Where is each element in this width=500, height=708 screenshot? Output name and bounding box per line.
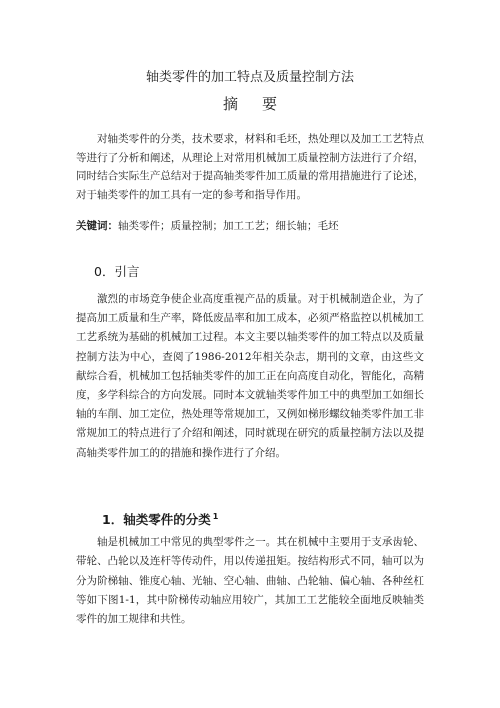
document-title: 轴类零件的加工特点及质量控制方法 (145, 70, 354, 85)
intro-heading: 0．引言 (94, 264, 140, 279)
section1-heading (102, 508, 218, 529)
keywords-text: 轴类零件；质量控制；加工工艺；细长轴；毛坯 (118, 220, 339, 232)
abstract-heading: 摘要 (222, 95, 301, 113)
keywords-line (76, 218, 424, 234)
abstract-paragraph: 对轴类零件的分类，技术要求，材料和毛坯，热处理以及加工工艺特点等进行了分析和阐述，从理论上对常用机械加工质量控制方法进行了介绍，同时结合实际生产总结对于提高轴类零件加工质量的常用措施进行了论述，对于轴类零件的加工具有一定的参考和指导作用。 (76, 133, 424, 201)
keywords-label: 关键词： (76, 220, 118, 232)
section1-reference: 1 (212, 512, 219, 521)
section1-paragraph: 轴是机械加工中常见的典型零件之一。其在机械中主要用于支承齿轮、带轮、凸轮以及连杆等传动件，用以传递扭矩。按结构形式不同，轴可以为分为阶梯轴、锥度心轴、光轴、空心轴、曲轴、凸轮轴、偏心轴、各种丝杠等如下图1-1，其中阶梯传动轴应用较广，其加工工艺能较全面地反映轴类零件的加工规律和共性。 (76, 536, 424, 626)
intro-paragraph: 激烈的市场竞争使企业高度重视产品的质量。对于机械制造企业，为了提高加工质量和生产率，降低废品率和加工成本，必须严格监控以机械加工工艺系统为基础的机械加工过程。本文主要以轴类零件的加工特点以及质量控制方法为中心，查阅了1986-2012年相关杂志，期刊的文章，由这些文献综合看，机械加工包括轴类零件的加工正在向高度自动化，智能化，高精度，多学科综合的方向发展。同时本文就轴类零件加工中的典型加工如细长轴的车削、加工定位，热处理等常规加工，又例如梯形螺纹轴类零件加工非常规加工的特点进行了介绍和阐述，同时就现在研究的质量控制方法以及提高轴类零件加工的的措施和操作进行了介绍。 (76, 293, 424, 459)
section1-heading-text: 1．轴类零件的分类 (102, 512, 211, 527)
